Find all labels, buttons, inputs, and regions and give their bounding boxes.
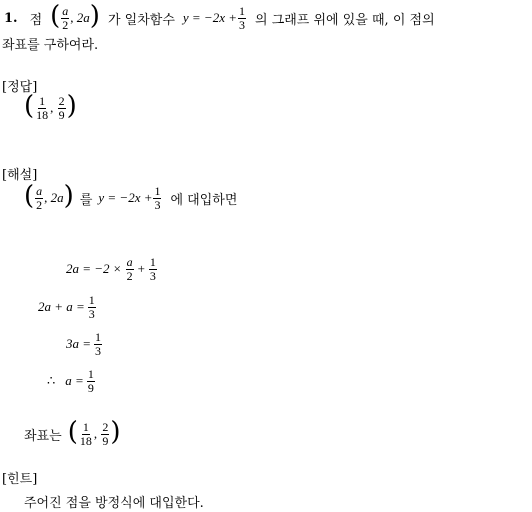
sub-y: 2a [50,190,64,205]
function-lhs: y = −2x + [98,190,153,205]
answer-heading: [정답] [2,80,38,95]
function-lhs: y = −2x + [182,10,237,25]
eq3-fraction: $\frac{1}{3}$ [95,329,102,358]
open-paren: ( [24,181,35,211]
comma: , [44,190,51,205]
open-paren: ( [67,417,78,447]
answer-x-fraction: $\frac{1}{18}$ [36,93,49,122]
open-paren: ( [24,91,35,121]
solution-intro [24,180,237,216]
eq4-fraction: $\frac{1}{9}$ [87,366,94,395]
solution-coordinate [24,416,121,452]
equation-1 [66,252,158,286]
close-paren: ) [63,181,74,211]
problem-line-2: 좌표를 구하여라. [2,38,99,53]
point-y: 2a [76,10,90,25]
eq4-lhs: a = [65,373,84,388]
eq1-fraction-1: $\frac{a}{2}$ [126,254,133,283]
equation-2 [38,290,97,324]
eq1-lhs: 2a = −2 × [66,261,122,276]
open-paren: ( [50,1,61,31]
point-x-fraction: $\frac{a}{2}$ [62,3,69,32]
text-reul: 를 [79,192,93,208]
eq2-lhs: 2a + a = [38,299,85,314]
eq1-plus: + [137,261,145,276]
hint-text: 주어진 점을 방정식에 대입한다. [24,496,204,511]
answer-y-fraction: $\frac{2}{9}$ [58,93,65,122]
coord-label: 좌표는 [24,428,62,444]
problem-text-b: 가 일차함수 [107,12,175,28]
close-paren: ) [89,1,100,31]
equation-4 [47,364,96,398]
problem-number: 1. [4,10,18,26]
comma: , [50,100,57,115]
problem-text-c: 의 그래프 위에 있을 때, 이 점의 [255,12,435,28]
eq3-lhs: 3a = [66,336,92,351]
function-fraction: $\frac{1}{3}$ [154,183,161,212]
coord-x-fraction: $\frac{1}{18}$ [79,419,92,448]
problem-line-1 [4,2,435,34]
text-substitute: 에 대입하면 [170,192,238,208]
eq2-fraction: $\frac{1}{3}$ [88,292,95,321]
coord-y-fraction: $\frac{2}{9}$ [102,419,109,448]
close-paren: ) [66,91,77,121]
problem-text-a: 점 [29,12,43,28]
hint-heading: [힌트] [2,472,38,487]
eq1-fraction-2: $\frac{1}{3}$ [149,254,156,283]
equation-3 [66,327,103,361]
close-paren: ) [110,417,121,447]
sub-x-fraction: $\frac{a}{2}$ [36,183,43,212]
therefore-symbol: ∴ [47,373,56,388]
comma: , [93,426,101,441]
solution-heading: [해설] [2,168,38,183]
function-fraction: $\frac{1}{3}$ [239,3,245,32]
comma: , [70,10,77,25]
answer-coordinate [24,90,77,126]
